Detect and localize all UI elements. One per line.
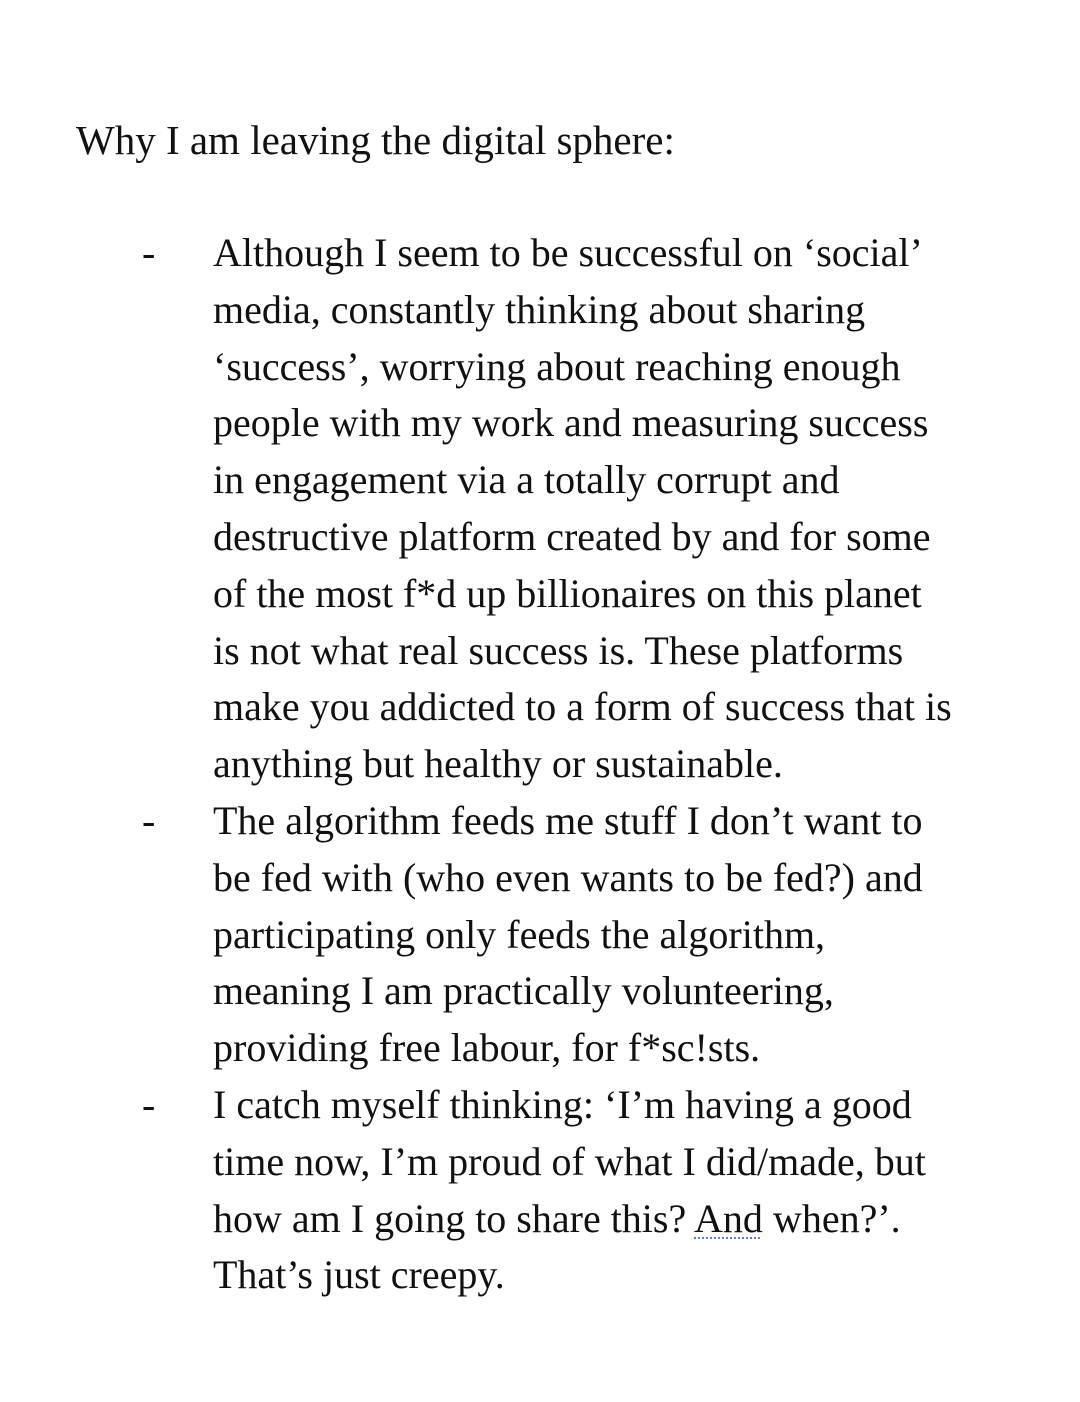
text-line: ‘success’, worrying about reaching enough <box>213 343 901 389</box>
text-line: meaning I am practically volunteering, <box>213 968 834 1014</box>
text-segment: how am I going to share this? <box>213 1195 695 1241</box>
bullet-text <box>213 1077 1073 1304</box>
text-line: The algorithm feeds me stuff I don’t want to <box>213 797 923 843</box>
bullet-dash: - <box>142 1081 156 1127</box>
text-line: of the most f*d up billionaires on this planet <box>213 570 922 616</box>
bullet-list <box>0 225 1080 1304</box>
text-line: anything but healthy or sustainable. <box>213 741 783 787</box>
text-segment: when?’. <box>762 1195 901 1241</box>
bullet-dash: - <box>142 230 156 275</box>
bullet-item-1 <box>0 225 1080 793</box>
text-line <box>213 1191 1073 1248</box>
text-line: providing free labour, for f*sc!sts. <box>213 1025 761 1071</box>
text-line: people with my work and measuring success <box>213 400 929 446</box>
text-line: That’s just creepy. <box>213 1252 505 1298</box>
text-line: time now, I’m proud of what I did/made, but <box>213 1138 926 1184</box>
bullet-text <box>213 225 1073 793</box>
text-line: I catch myself thinking: ‘I’m having a good <box>213 1081 912 1127</box>
text-line: media, constantly thinking about sharing <box>213 286 866 332</box>
bullet-item-3 <box>0 1077 1080 1304</box>
text-line: make you addicted to a form of success that is <box>213 684 952 730</box>
spellcheck-marked-word[interactable]: And <box>694 1195 763 1241</box>
text-line: is not what real success is. These platforms <box>213 627 904 673</box>
text-line: participating only feeds the algorithm, <box>213 911 826 957</box>
bullet-dash: - <box>142 797 156 843</box>
bullet-text <box>213 793 1073 1077</box>
text-line: destructive platform created by and for some <box>213 513 931 559</box>
text-line: Although I seem to be successful on ‘social’ <box>213 230 923 275</box>
document-heading: Why I am leaving the digital sphere: <box>76 117 675 163</box>
text-line: in engagement via a totally corrupt and <box>213 457 840 503</box>
bullet-item-2 <box>0 793 1080 1077</box>
text-line: be fed with (who even wants to be fed?) and <box>213 854 923 900</box>
